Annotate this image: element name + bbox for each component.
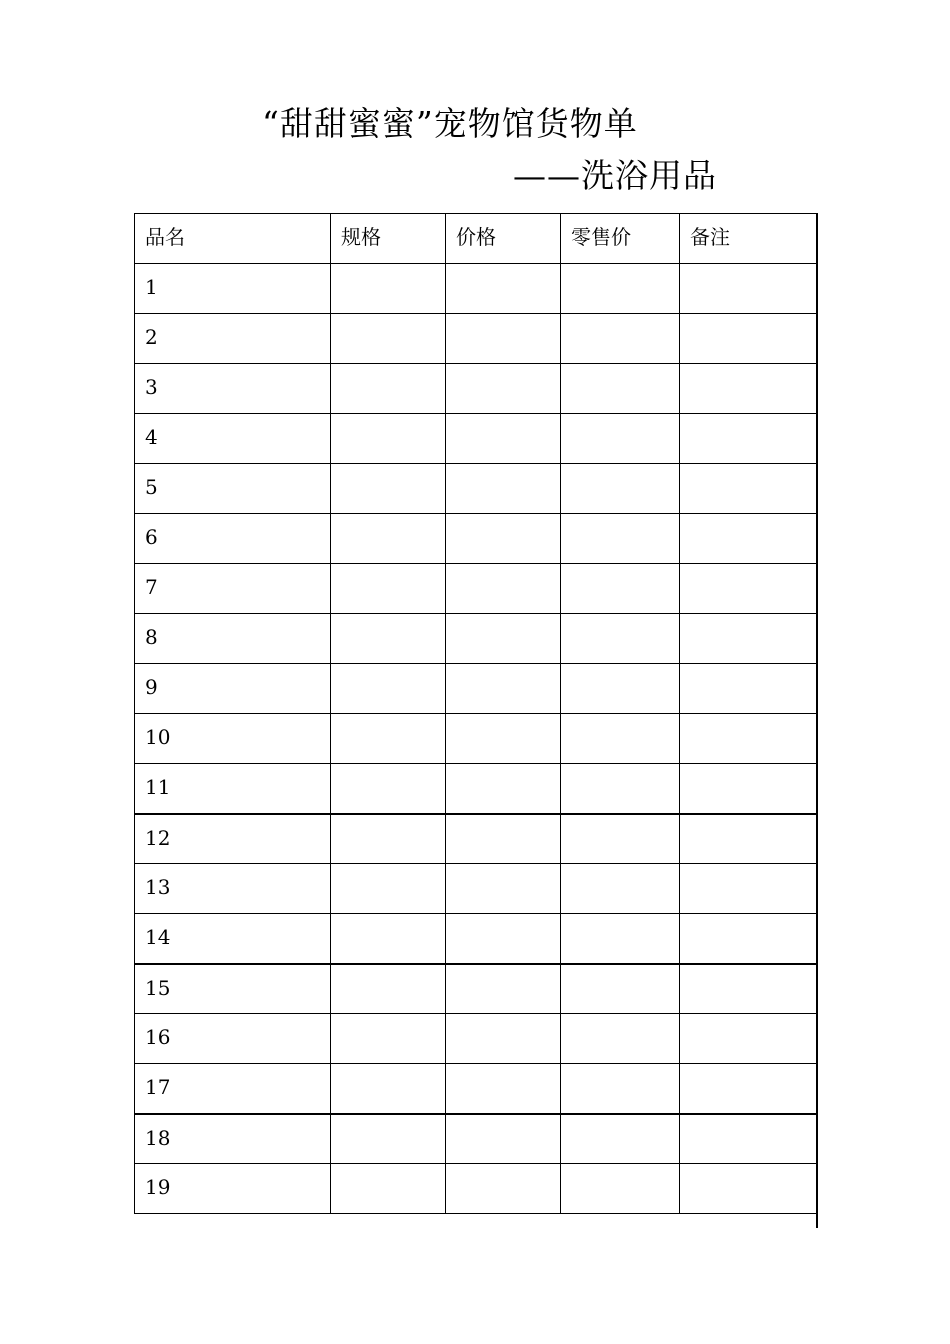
table-cell[interactable]: [680, 764, 817, 814]
table-cell[interactable]: [561, 1114, 680, 1164]
document-subtitle: ——洗浴用品: [513, 156, 717, 195]
table-cell[interactable]: [561, 964, 680, 1014]
table-cell[interactable]: [561, 364, 680, 414]
table-row: [135, 264, 817, 314]
table-cell[interactable]: [331, 764, 446, 814]
row-number-cell[interactable]: 19: [135, 1164, 331, 1214]
table-cell[interactable]: [331, 264, 446, 314]
table-cell[interactable]: [561, 714, 680, 764]
table-cell[interactable]: [680, 1114, 817, 1164]
table-cell[interactable]: [561, 764, 680, 814]
table-row: [135, 464, 817, 514]
table-row: [135, 564, 817, 614]
table-cell[interactable]: [331, 964, 446, 1014]
row-number-cell[interactable]: 12: [135, 814, 331, 864]
row-number-cell[interactable]: 11: [135, 764, 331, 814]
table-row: [135, 864, 817, 914]
table-cell[interactable]: [446, 714, 561, 764]
row-number-cell[interactable]: 7: [135, 564, 331, 614]
table-cell[interactable]: [446, 1014, 561, 1064]
table-cell[interactable]: [680, 614, 817, 664]
table-row: [135, 414, 817, 464]
table-cell[interactable]: [446, 464, 561, 514]
header-cell-price: 价格: [446, 214, 561, 264]
table-cell[interactable]: [561, 1064, 680, 1114]
table-cell[interactable]: [446, 664, 561, 714]
table-cell[interactable]: [331, 614, 446, 664]
table-cell[interactable]: [446, 814, 561, 864]
table-cell[interactable]: [561, 464, 680, 514]
row-number-cell[interactable]: 10: [135, 714, 331, 764]
goods-table: [134, 213, 817, 1214]
row-number-cell[interactable]: 15: [135, 964, 331, 1014]
table-cell[interactable]: [680, 814, 817, 864]
table-cell[interactable]: [561, 614, 680, 664]
row-number-cell[interactable]: 5: [135, 464, 331, 514]
table-row: [135, 614, 817, 664]
row-number-cell[interactable]: 8: [135, 614, 331, 664]
row-number-cell[interactable]: 14: [135, 914, 331, 964]
row-number-cell[interactable]: 16: [135, 1014, 331, 1064]
header-cell-remarks: 备注: [680, 214, 817, 264]
table-row: [135, 314, 817, 364]
table-row: [135, 364, 817, 414]
table-body: [135, 264, 817, 1214]
table-cell[interactable]: [331, 864, 446, 914]
table-cell[interactable]: [561, 814, 680, 864]
table-cell[interactable]: [446, 514, 561, 564]
table-cell[interactable]: [561, 264, 680, 314]
table-row: [135, 664, 817, 714]
row-number-cell[interactable]: 9: [135, 664, 331, 714]
table-cell[interactable]: [446, 764, 561, 814]
table-cell[interactable]: [446, 614, 561, 664]
table-row: [135, 1164, 817, 1214]
table-cell[interactable]: [331, 414, 446, 464]
row-number-cell[interactable]: 6: [135, 514, 331, 564]
table-cell[interactable]: [680, 514, 817, 564]
table-cell[interactable]: [446, 1114, 561, 1164]
table-row: [135, 514, 817, 564]
table-cell[interactable]: [446, 364, 561, 414]
table-right-edge: [816, 213, 818, 1228]
table-row: [135, 764, 817, 814]
table-cell[interactable]: [680, 714, 817, 764]
table-header-row: [135, 214, 817, 264]
table-cell[interactable]: [446, 914, 561, 964]
table-cell[interactable]: [680, 364, 817, 414]
table-cell[interactable]: [331, 1014, 446, 1064]
table-cell[interactable]: [331, 1064, 446, 1114]
table-cell[interactable]: [680, 314, 817, 364]
header-cell-spec: 规格: [331, 214, 446, 264]
table-cell[interactable]: [561, 914, 680, 964]
table-cell[interactable]: [561, 414, 680, 464]
table-cell[interactable]: [331, 1114, 446, 1164]
table-row: [135, 814, 817, 864]
table-cell[interactable]: [680, 1164, 817, 1214]
row-number-cell[interactable]: 3: [135, 364, 331, 414]
table-cell[interactable]: [446, 864, 561, 914]
table-cell[interactable]: [331, 714, 446, 764]
table-cell[interactable]: [331, 564, 446, 614]
row-number-cell[interactable]: 2: [135, 314, 331, 364]
table-cell[interactable]: [680, 264, 817, 314]
table-cell[interactable]: [680, 964, 817, 1014]
table-cell[interactable]: [331, 464, 446, 514]
table-cell[interactable]: [680, 664, 817, 714]
table-cell[interactable]: [446, 264, 561, 314]
table-row: [135, 714, 817, 764]
table-cell[interactable]: [561, 314, 680, 364]
row-number-cell[interactable]: 1: [135, 264, 331, 314]
table-cell[interactable]: [446, 414, 561, 464]
table-cell[interactable]: [561, 564, 680, 614]
table-row: [135, 964, 817, 1014]
table-cell[interactable]: [331, 664, 446, 714]
table-cell[interactable]: [331, 314, 446, 364]
document-title: “甜甜蜜蜜”宠物馆货物单: [262, 104, 638, 143]
table-row: [135, 914, 817, 964]
row-number-cell[interactable]: 4: [135, 414, 331, 464]
table-cell[interactable]: [561, 864, 680, 914]
header-cell-name: 品名: [135, 214, 331, 264]
table-cell[interactable]: [446, 564, 561, 614]
table-cell[interactable]: [331, 514, 446, 564]
row-number-cell[interactable]: 18: [135, 1114, 331, 1164]
table-cell[interactable]: [331, 364, 446, 414]
table-row: [135, 1064, 817, 1114]
table-cell[interactable]: [446, 1164, 561, 1214]
table-row: [135, 1114, 817, 1164]
table-cell[interactable]: [446, 964, 561, 1014]
table-cell[interactable]: [446, 1064, 561, 1114]
table-cell[interactable]: [680, 1014, 817, 1064]
table-cell[interactable]: [561, 664, 680, 714]
row-number-cell[interactable]: 13: [135, 864, 331, 914]
table-cell[interactable]: [446, 314, 561, 364]
table-cell[interactable]: [680, 864, 817, 914]
header-cell-retail-price: 零售价: [561, 214, 680, 264]
table-cell[interactable]: [680, 914, 817, 964]
row-number-cell[interactable]: 17: [135, 1064, 331, 1114]
table-cell[interactable]: [680, 1064, 817, 1114]
table-cell[interactable]: [331, 1164, 446, 1214]
table-cell[interactable]: [680, 564, 817, 614]
table-cell[interactable]: [561, 514, 680, 564]
table-cell[interactable]: [331, 914, 446, 964]
table-cell[interactable]: [680, 414, 817, 464]
table-cell[interactable]: [561, 1014, 680, 1064]
table-cell[interactable]: [561, 1164, 680, 1214]
table-cell[interactable]: [680, 464, 817, 514]
table-row: [135, 1014, 817, 1064]
table-cell[interactable]: [331, 814, 446, 864]
